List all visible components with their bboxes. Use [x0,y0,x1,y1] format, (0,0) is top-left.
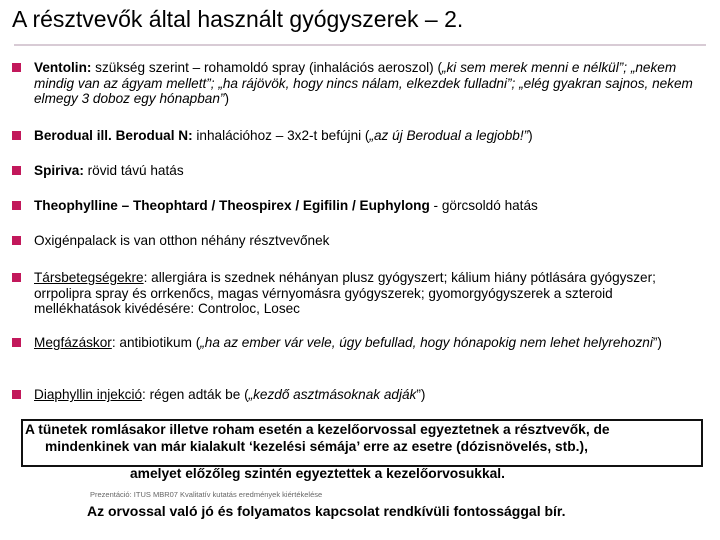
drug-description: szükség szerint – rohamoldó spray (inhalációs aeroszol) ( [91,60,442,75]
topic-label: Társbetegségekre [34,270,144,285]
topic-label: Megfázáskor [34,335,112,350]
topic-description: : allergiára is szednek néhányan plusz gyógyszert; kálium hiány pótlására gyógyszer; orrpolipra spray és orrkenőcs, magas vérnyomásra gyógyszerek; gyomorgyógyszerek a szteroid mellékhatások kivédésére: Controloc, Losec [34,270,656,316]
square-bullet-icon [12,63,21,72]
list-item-spiriva [34,163,700,179]
item-text: Oxigénpalack is van otthon néhány résztvevőnek [34,233,330,248]
square-bullet-icon [12,390,21,399]
drug-name: Ventolin: [34,60,92,75]
square-bullet-icon [12,273,21,282]
list-item-theophylline [34,198,700,214]
conclusion-line: amelyet előzőleg szintén egyeztettek a kezelőorvosukkal. [130,466,505,481]
drug-description: rövid távú hatás [83,163,184,178]
footer-source: Prezentáció: ITUS MBR07 Kvalitatív kutatás eredmények kiértékelése [90,490,323,499]
final-note: Az orvossal való jó és folyamatos kapcsolat rendkívüli fontossággal bír. [87,503,566,519]
title-divider [14,44,706,46]
participant-quote: „kezdő asztmásoknak adják [248,387,417,402]
topic-label: Diaphyllin injekció [34,387,143,402]
list-item-ventolin: Ventolin: szükség szerint – rohamoldó spray (inhalációs aeroszol) („ki sem merek menni e nélkül”; „nekem mindig van az ágyam mellett”; „ha rájövök, hogy nincs nálam, elkezdek fulladni”; „elég gyakran sajnos, nekem elmegy 3 doboz egy hónapban”) [34,60,700,107]
square-bullet-icon [12,338,21,347]
square-bullet-icon [12,166,21,175]
drug-description: - görcsoldó hatás [429,198,538,213]
topic-description: : régen adták be ( [142,387,249,402]
conclusion-box [21,419,703,467]
list-item-oxygen [34,233,700,249]
drug-name: Berodual ill. Berodual N: [34,128,193,143]
list-item-diaphyllin: Diaphyllin injekció: régen adták be („kezdő asztmásoknak adják”) [34,387,700,403]
list-item-comorbidities [34,270,700,317]
participant-quote: „ki sem merek menni e nélkül”; „nekem mindig van az ágyam mellett”; „ha rájövök, hogy nincs nálam, elkezdek fulladni”; „elég gyakran sajnos, nekem elmegy 3 doboz egy hónapban” [34,60,693,106]
square-bullet-icon [12,131,21,140]
participant-quote: „az új Berodual a legjobb!” [369,128,529,143]
drug-name: Spiriva: [34,163,84,178]
conclusion-line: mindenkinek van már kialakult ‘kezelési sémája’ erre az esetre (dózisnövelés, stb.), [45,439,588,454]
list-item-berodual: Berodual ill. Berodual N: inhalációhoz – 3x2-t befújni („az új Berodual a legjobb!”) [34,128,700,144]
conclusion-line: A tünetek romlásakor illetve roham esetén a kezelőorvossal egyeztetnek a résztvevők, de [25,422,610,437]
drug-description: inhalációhoz – 3x2-t befújni ( [192,128,370,143]
square-bullet-icon [12,236,21,245]
topic-description: : antibiotikum ( [111,335,201,350]
drug-name: Theophylline – Theophtard / Theospirex / Egifilin / Euphylong [34,198,430,213]
participant-quote: „ha az ember vár vele, úgy befullad, hogy hónapokig nem lehet helyrehozni [200,335,653,350]
list-item-cold: Megfázáskor: antibiotikum („ha az ember vár vele, úgy befullad, hogy hónapokig nem lehet helyrehozni”) [34,335,700,351]
square-bullet-icon [12,201,21,210]
page-title: A résztvevők által használt gyógyszerek – 2. [12,6,464,32]
